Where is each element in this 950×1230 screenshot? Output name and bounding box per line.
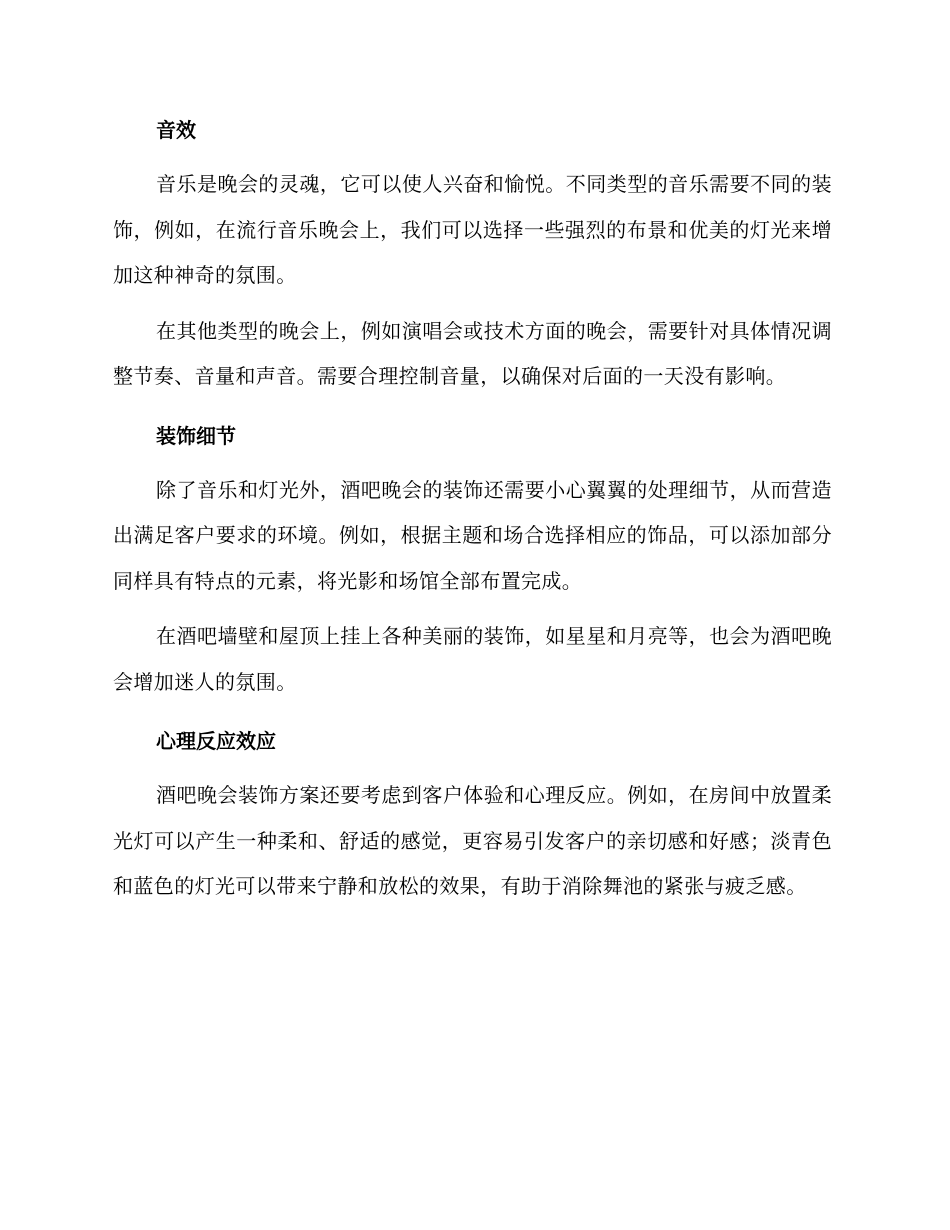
paragraph: 音乐是晚会的灵魂，它可以使人兴奋和愉悦。不同类型的音乐需要不同的装饰，例如，在流行音乐晚会上，我们可以选择一些强烈的布景和优美的灯光来增加这种神奇的氛围。 [113,172,832,287]
paragraph: 酒吧晚会装饰方案还要考虑到客户体验和心理反应。例如，在房间中放置柔光灯可以产生一种柔和、舒适的感觉，更容易引发客户的亲切感和好感；淡青色和蓝色的灯光可以带来宁静和放松的效果，有助于消除舞池的紧张与疲乏感。 [113,783,832,898]
section-decoration-details [113,418,832,706]
section-psychological-effects [113,723,832,910]
section-heading: 音效 [156,118,196,142]
paragraph: 在其他类型的晚会上，例如演唱会或技术方面的晚会，需要针对具体情况调整节奏、音量和声音。需要合理控制音量，以确保对后面的一天没有影响。 [113,318,832,388]
section-sound-effects [113,112,832,400]
paragraph: 在酒吧墙壁和屋顶上挂上各种美丽的装饰，如星星和月亮等，也会为酒吧晚会增加迷人的氛围。 [113,624,832,694]
section-heading: 心理反应效应 [156,729,276,753]
paragraph: 除了音乐和灯光外，酒吧晚会的装饰还需要小心翼翼的处理细节，从而营造出满足客户要求的环境。例如，根据主题和场合选择相应的饰品，可以添加部分同样具有特点的元素，将光影和场馆全部布置完成。 [113,477,832,593]
section-heading: 装饰细节 [156,423,236,448]
